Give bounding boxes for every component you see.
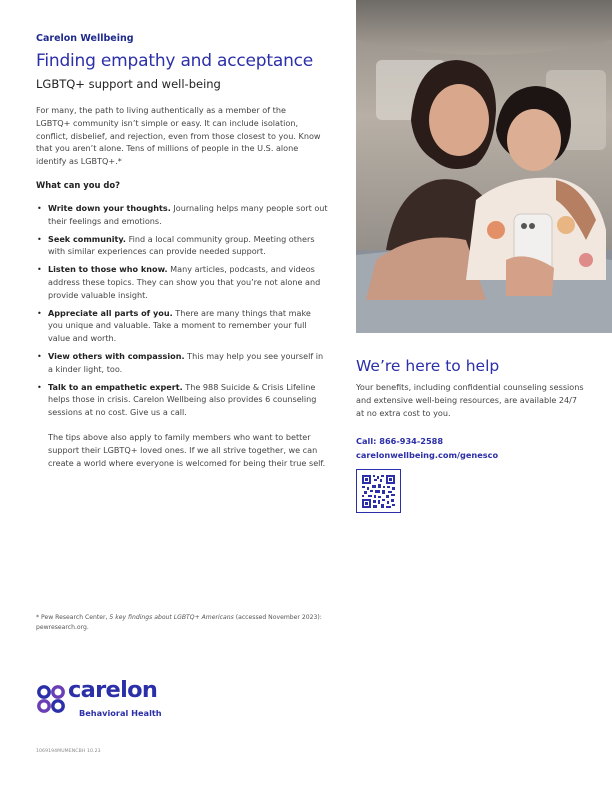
tip-text: Find a local community group. Meeting others with similar experiences can provide needed support. [48, 233, 315, 257]
logo-wordmark: carelon [68, 677, 158, 703]
tip-heading: Talk to an empathetic expert. [48, 381, 183, 392]
tip-text: Many articles, podcasts, and videos address these topics. They can show you that you’re not alone and provide valuable insight. [48, 264, 321, 300]
intro-paragraph: For many, the path to living authentically as a member of the LGBTQ+ community isn’t simple or easy. It can include isolation, conflict, disbelief, and rejection, even from those closest to you. Know that you aren’t alone. Tens of millions of people in the U.S. alone identify as LGBTQ+.* [36, 105, 321, 167]
list-item [36, 233, 328, 258]
what-heading: What can you do? [36, 180, 120, 190]
photo-illustration [356, 0, 612, 333]
document-code: 1069194MUMENCBH 10.23 [36, 749, 101, 754]
bullet-icon: • [37, 203, 42, 213]
carelon-loops-icon [36, 684, 66, 714]
bullet-icon: • [37, 350, 42, 361]
list-item [36, 202, 328, 227]
list-item [36, 350, 328, 375]
list-item [36, 307, 328, 345]
footnote [36, 613, 326, 633]
footnote-title: 5 key findings about LGBTQ+ Americans [109, 614, 234, 621]
tip-text: Journaling helps many people sort out their feelings and emotions. [48, 203, 328, 226]
footnote-suffix: (accessed November 2023): pewresearch.org. [36, 614, 322, 632]
tip-heading: Write down your thoughts. [48, 203, 171, 213]
tip-heading: Seek community. [48, 233, 127, 244]
tip-text: There are many things that make you unique and valuable. Take a moment to remember your full value and worth. [48, 307, 311, 343]
tip-heading: Appreciate all parts of you. [48, 307, 173, 318]
footnote-prefix: * Pew Research Center, [36, 614, 110, 621]
logo-subtitle: Behavioral Health [79, 708, 162, 718]
bullet-icon: • [37, 264, 42, 275]
tips-list [36, 202, 328, 424]
phone-number[interactable]: Call: 866-934-2588 [356, 436, 444, 446]
bullet-icon: • [37, 307, 42, 318]
tip-text: The 988 Suicide & Crisis Lifeline helps those in crisis. Carelon Wellbeing also provides 6 counseling sessions at no cost. Give us a call. [48, 381, 317, 417]
qr-code-icon [362, 475, 395, 508]
help-body: Your benefits, including confidential counseling sessions and extensive well-being resources, are available 24/7 at no extra cost to you. [356, 382, 584, 418]
page-subtitle: LGBTQ+ support and well-being [36, 77, 221, 91]
carelon-logo [36, 677, 176, 721]
tip-text: This may help you see yourself in a kinder light, too. [48, 350, 324, 374]
tip-heading: View others with compassion. [48, 350, 185, 361]
tip-heading: Listen to those who know. [48, 264, 168, 275]
hero-photo [356, 0, 612, 333]
website-link[interactable]: carelonwellbeing.com/genesco [356, 450, 499, 460]
bullet-icon: • [37, 233, 42, 244]
page-title: Finding empathy and acceptance [36, 51, 314, 71]
list-item [36, 381, 328, 419]
brand-name: Carelon Wellbeing [36, 33, 134, 44]
outro-paragraph: The tips above also apply to family members who want to better support their LGBTQ+ loved ones. If we all strive together, we can create a world where everyone is welcomed for being their true self. [48, 432, 326, 468]
bullet-icon: • [37, 381, 42, 392]
list-item [36, 263, 328, 301]
qr-code[interactable] [356, 469, 401, 513]
help-title: We’re here to help [356, 357, 500, 375]
